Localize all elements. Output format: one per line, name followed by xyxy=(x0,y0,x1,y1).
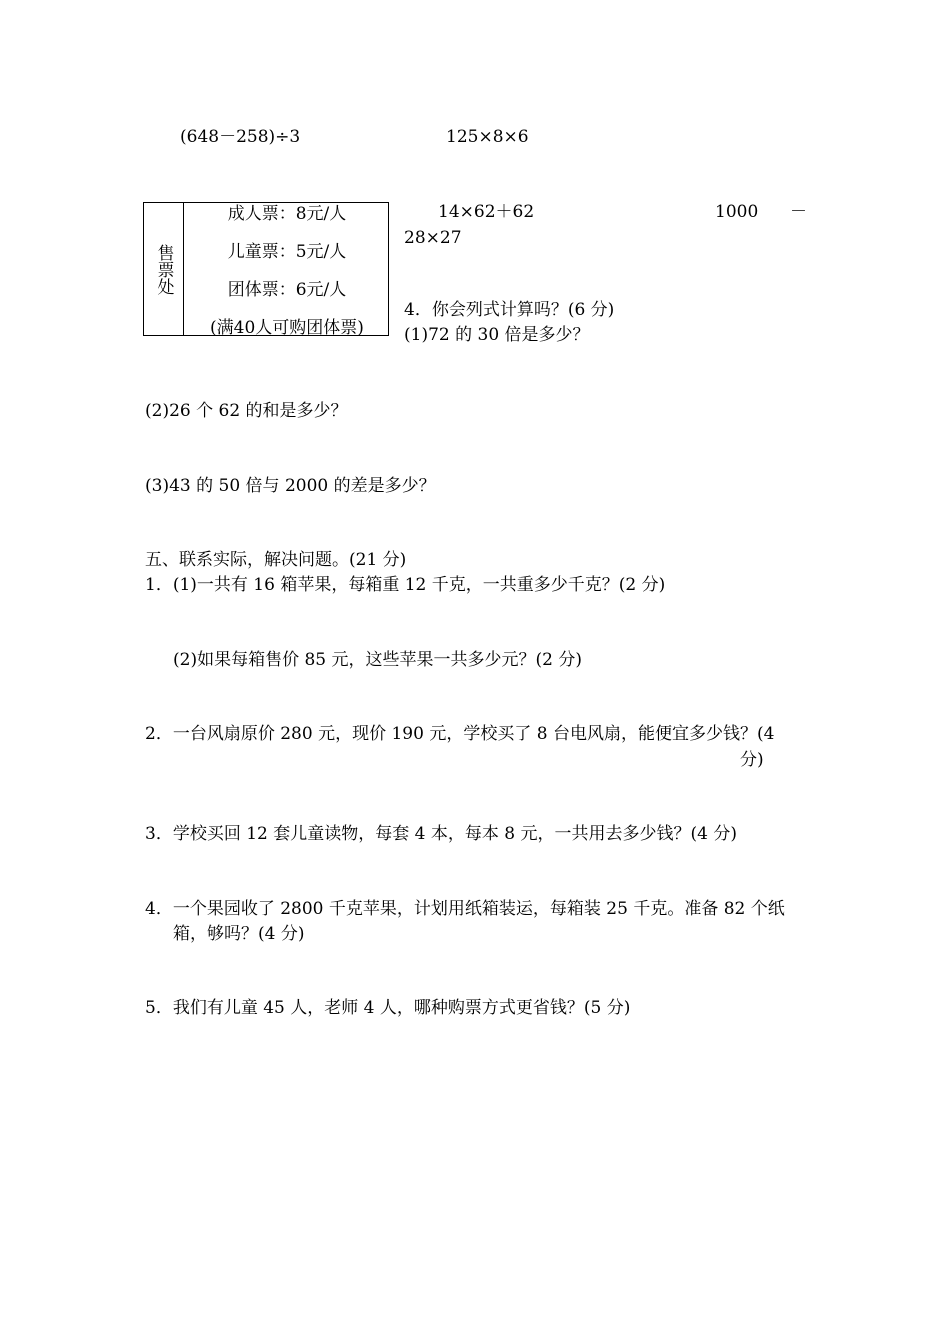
ticket-office-label: 售票处 xyxy=(153,243,174,295)
problem-1-part-2: (2)如果每箱售价 85 元，这些苹果一共多少元？(2 分) xyxy=(173,650,583,670)
expression-4-left: 1000 xyxy=(715,202,759,222)
problem-2: 2．一台风扇原价 280 元，现价 190 元，学校买了 8 台电风扇，能便宜多少钱？(4 xyxy=(145,724,775,744)
problem-2-continued: 分) xyxy=(740,750,764,770)
expression-4-operator: － xyxy=(790,202,807,222)
problem-1-part-1: 1．(1)一共有 16 箱苹果，每箱重 12 千克，一共重多少千克？(2 分) xyxy=(145,575,666,595)
adult-ticket-price: 成人票：8元/人 xyxy=(227,204,347,224)
section4-question-1: (1)72 的 30 倍是多少？ xyxy=(404,325,590,345)
expression-4-right: 28×27 xyxy=(404,228,462,248)
ticket-office-label-cell xyxy=(144,203,184,335)
problem-3: 3．学校买回 12 套儿童读物，每套 4 本，每本 8 元，一共用去多少钱？(4 分) xyxy=(145,824,737,844)
section4-question-2: (2)26 个 62 的和是多少？ xyxy=(145,401,348,421)
section4-title: 4．你会列式计算吗？(6 分) xyxy=(404,300,615,320)
expression-1: (648－258)÷3 xyxy=(180,127,301,147)
child-ticket-price: 儿童票：5元/人 xyxy=(227,242,347,262)
expression-3: 14×62＋62 xyxy=(438,202,535,222)
section4-question-3: (3)43 的 50 倍与 2000 的差是多少？ xyxy=(145,476,436,496)
ticket-office-box xyxy=(143,202,389,336)
group-ticket-price: 团体票：6元/人 xyxy=(227,280,347,300)
problem-4-continued: 箱，够吗？(4 分) xyxy=(173,924,305,944)
group-ticket-note: (满40人可购团体票) xyxy=(210,318,364,338)
problem-5: 5．我们有儿童 45 人，老师 4 人，哪种购票方式更省钱？(5 分) xyxy=(145,998,631,1018)
section5-title: 五、联系实际，解决问题。(21 分) xyxy=(145,550,407,570)
expression-2: 125×8×6 xyxy=(446,127,529,147)
problem-4: 4．一个果园收了 2800 千克苹果，计划用纸箱装运，每箱装 25 千克。准备 82 个纸 xyxy=(145,899,785,919)
